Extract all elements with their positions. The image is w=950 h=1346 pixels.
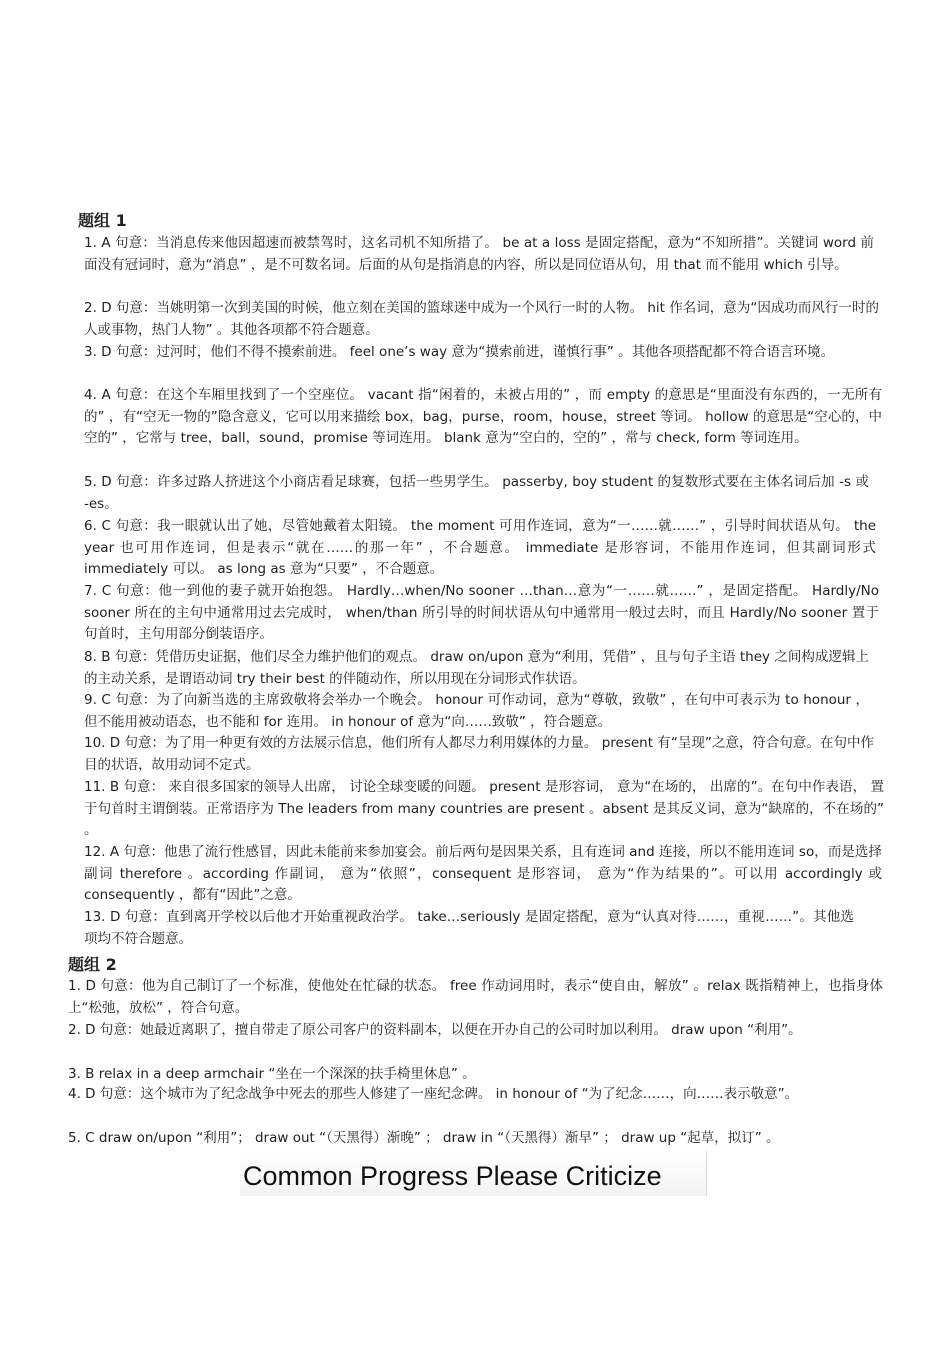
group-1-item-6: 6. C 句意：我一眼就认出了她，尽管她戴着太阳镜。 the moment 可用作连词，意为“一……就……” ，引导时间状语从句。 the year 也可用作连词，但是表示“就在……的那一年” ，不合题意。 immediate 是形容词，不能用作连词，但其副词形式 immediately 可以。 as long as 意为“只要” ，不合题意。	[84, 518, 876, 577]
group-2-title: 题组 2	[68, 955, 117, 974]
group-2-item-1: 1. D 句意：他为自己制订了一个标准，使他处在忙碌的状态。 free 作动词用时，表示“使自由，解放” 。relax 既指精神上，也指身体上“松弛，放松” ，符合句意。	[68, 978, 883, 1016]
footer-text: Common Progress Please Criticize	[243, 1161, 662, 1191]
group-1-item-10: 10. D 句意：为了用一种更有效的方法展示信息，他们所有人都尽力利用媒体的力量。 present 有“呈现”之意，符合句意。在句中作目的状语，故用动词不定式。	[84, 735, 874, 773]
group-2-item-4: 4. D 句意：这个城市为了纪念战争中死去的那些人修建了一座纪念碑。 in honour of “为了纪念……，向……表示敬意”。	[68, 1086, 799, 1102]
group-1-item-13: 13. D 句意：直到离开学校以后他才开始重视政治学。 take…seriously 是固定搭配，意为“认真对待……，重视……”。其他选项均不符合题意。	[84, 909, 854, 947]
group-2-item-5: 5. C draw on/upon “利用”； draw out “（天黑得）渐晚” ； draw in “（天黑得）渐早” ； draw up “起草，拟订” 。	[68, 1130, 780, 1146]
group-1-item-12: 12. A 句意：他患了流行性感冒，因此未能前来参加宴会。前后两句是因果关系，且有连词 and 连接，所以不能用连词 so，而是选择副词 therefore 。according 作副词， 意为“依照”，consequent 是形容词， 意为“作为结果的”。可以用 accordingly 或 consequently ，都有“因此”之意。	[84, 844, 882, 903]
group-1-item-8: 8. B 句意：凭借历史证据，他们尽全力维护他们的观点。 draw on/upon 意为“利用，凭借” ，且与句子主语 they 之间构成逻辑上的主动关系，是谓语动词 try their best 的伴随动作，所以用现在分词形式作状语。	[84, 649, 869, 687]
group-1-item-11: 11. B 句意： 来自很多国家的领导人出席， 讨论全球变暖的问题。 present 是形容词， 意为“在场的， 出席的”。在句中作表语， 置于句首时主谓倒装。正常语序为 The leaders from many countries are present 。absent 是其反义词，意为“缺席的，不在场的” 。	[84, 779, 884, 838]
group-2-item-2: 2. D 句意：她最近离职了，擅自带走了原公司客户的资料副本，以便在开办自己的公司时加以利用。 draw upon “利用”。	[68, 1022, 802, 1038]
group-2-item-3: 3. B relax in a deep armchair “坐在一个深深的扶手椅里休息” 。	[68, 1066, 476, 1082]
footer-banner	[240, 1151, 707, 1196]
group-1-item-4: 4. A 句意：在这个车厢里找到了一个空座位。 vacant 指“闲着的，未被占用的” ，而 empty 的意思是“里面没有东西的，一无所有的” ，有“空无一物的”隐含意义，它可以用来描绘 box，bag，purse，room，house，street 等词。 hollow 的意思是“空心的，中空的” ，它常与 tree，ball，sound，promise 等词连用。 blank 意为“空白的，空的” ，常与 check, form 等词连用。	[84, 387, 882, 446]
group-1-item-2: 2. D 句意：当姚明第一次到美国的时候，他立刻在美国的篮球迷中成为一个风行一时的人物。 hit 作名词，意为“因成功而风行一时的人或事物，热门人物” 。其他各项都不符合题意。	[84, 300, 879, 338]
group-1-item-9: 9. C 句意：为了向新当选的主席致敬将会举办一个晚会。 honour 可作动词，意为“尊敬，致敬” ，在句中可表示为 to honour ，但不能用被动语态，也不能和 for 连用。 in honour of 意为“向……致敬” ，符合题意。	[84, 692, 869, 730]
group-1-title: 题组 1	[78, 211, 127, 230]
group-1-item-7: 7. C 句意：他一到他的妻子就开始抱怨。 Hardly…when/No sooner …than…意为“一……就……” ，是固定搭配。 Hardly/No sooner 所在的主句中通常用过去完成时， when/than 所引导的时间状语从句中通常用一般过去时，而且 Hardly/No sooner 置于句首时，主句用部分倒装语序。	[84, 583, 879, 642]
group-1-item-5: 5. D 句意：许多过路人挤进这个小商店看足球赛，包括一些男学生。 passerby, boy student 的复数形式要在主体名词后加 -s 或 -es。	[84, 474, 869, 512]
group-1-item-1: 1. A 句意：当消息传来他因超速而被禁驾时，这名司机不知所措了。 be at a loss 是固定搭配，意为“不知所措”。关键词 word 前面没有冠词时，意为“消息” ，是不可数名词。后面的从句是指消息的内容，所以是同位语从句，用 that 而不能用 which 引导。	[84, 235, 874, 273]
group-1-item-3: 3. D 句意：过河时，他们不得不摸索前进。 feel one’s way 意为“摸索前进，谨慎行事” 。其他各项搭配都不符合语言环境。	[84, 344, 835, 360]
